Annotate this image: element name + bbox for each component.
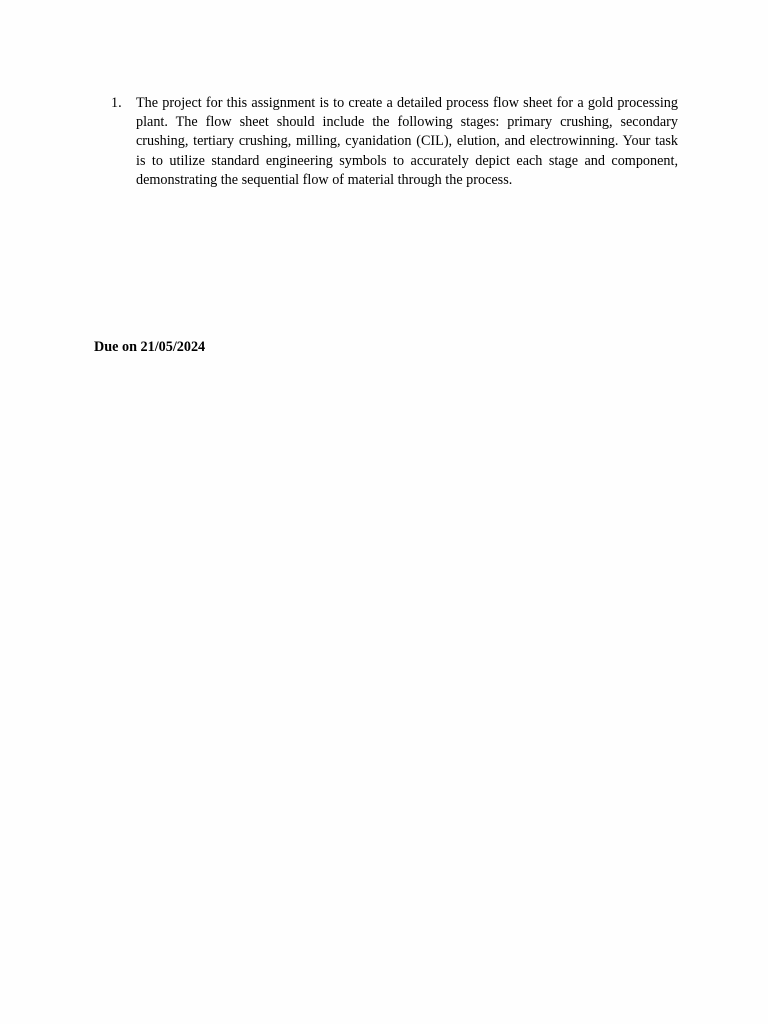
assignment-question [111,94,678,190]
due-date: Due on 21/05/2024 [94,339,206,355]
question-number: 1. [111,95,122,111]
question-text: The project for this assignment is to create a detailed process flow sheet for a gold processing plant. The flow sheet should include the following stages: primary crushing, secondary crushing, tertiary crushing, milling, cyanidation (CIL), elution, and electrowinning. Your task is to utilize standard engineering symbols to accurately depict each stage and component, demonstrating the sequential flow of material through the process. [136,95,678,188]
